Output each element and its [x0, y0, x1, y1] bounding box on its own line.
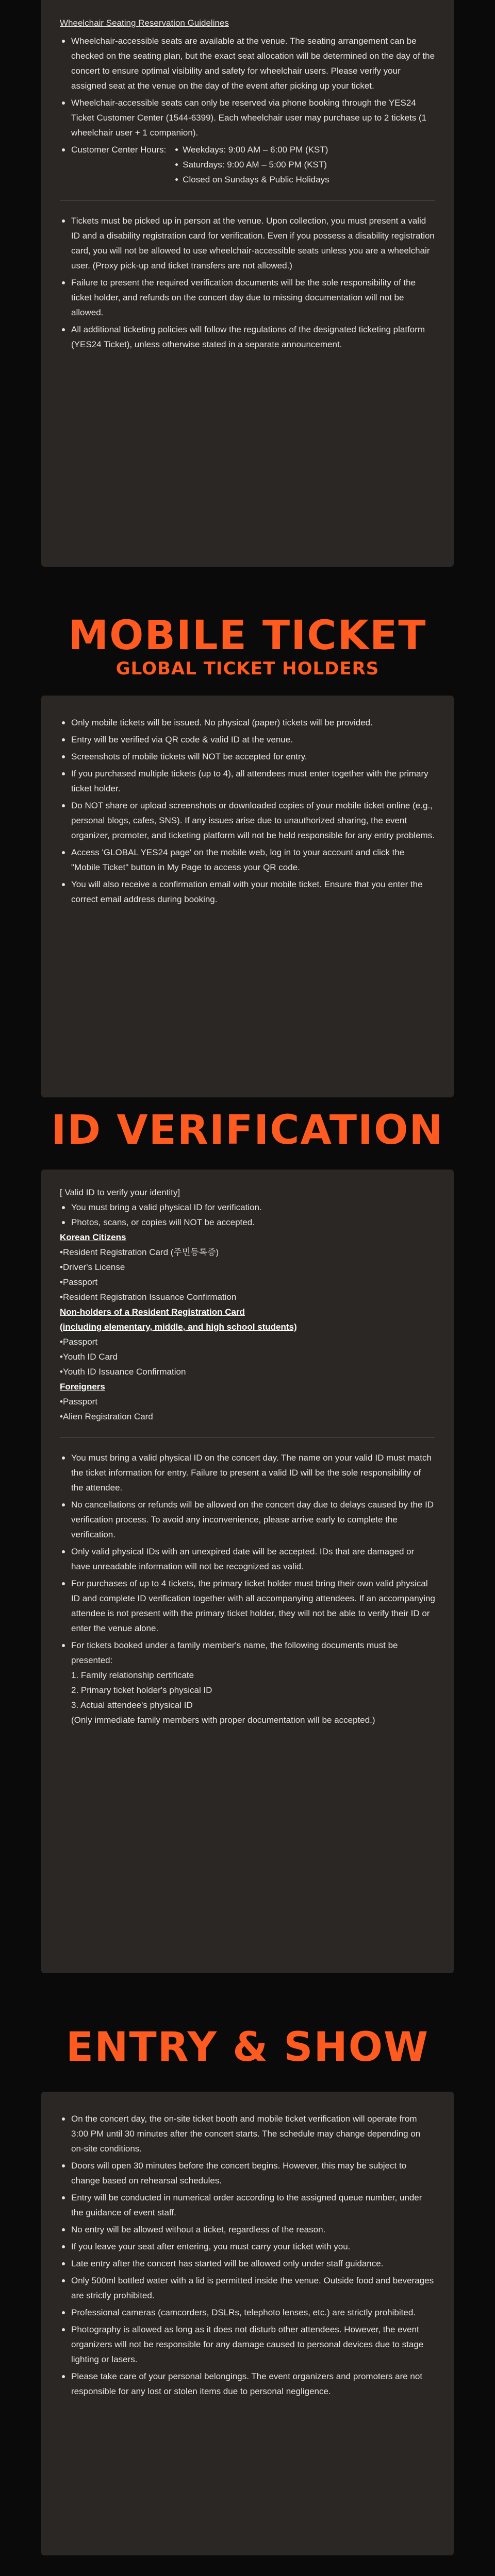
entry-item: If you leave your seat after entering, you must carry your ticket with you. [60, 2239, 435, 2254]
nonholder-id: •Youth ID Issuance Confirmation [60, 1367, 186, 1377]
entry-item: Photography is allowed as long as it does not disturb other attendees. However, the event organizers will not be responsible for any damage caused to personal devices due to stage lighting or lasers. [60, 2322, 435, 2367]
id-verification-title: ID VERIFICATION [51, 1107, 444, 1154]
wheelchair-heading: Wheelchair Seating Reservation Guidelines [60, 18, 229, 28]
entry-item: No entry will be allowed without a ticket, regardless of the reason. [60, 2222, 435, 2237]
mobile-item: If you purchased multiple tickets (up to 4), all attendees must enter together with the primary ticket holder. [60, 766, 435, 796]
entry-show-list [60, 2111, 435, 2399]
wheelchair-item: Wheelchair-accessible seats can only be reserved via phone booking through the YES24 Ticket Customer Center (1544-6399). Each wheelchair user may purchase up to 2 tickets (1 wheelchair user + 1 companion). [60, 95, 435, 140]
family-doc: 1. Family relationship certificate [71, 1670, 194, 1680]
entry-item: Entry will be conducted in numerical order according to the assigned queue number, under the guidance of event staff. [60, 2190, 435, 2220]
wheelchair-item: Tickets must be picked up in person at the venue. Upon collection, you must present a valid ID and a disability registration card for verification. Even if you possess a disability registration card, you will not be allowed to use wheelchair-accessible seats unless you are a wheelchair user. (Proxy pick-up and ticket transfers are not allowed.) [60, 213, 435, 273]
korean-id: •Resident Registration Card (주민등록증) [60, 1247, 219, 1257]
hours-closed: Closed on Sundays & Public Holidays [174, 172, 329, 187]
mobile-ticket-title-block [41, 613, 454, 679]
id-rule: No cancellations or refunds will be allowed on the concert day due to delays caused by the ID verification process. To avoid any inconvenience, please arrive early to complete the verification. [60, 1497, 435, 1542]
mobile-item: You will also receive a confirmation email with your mobile ticket. Ensure that you enter the correct email address during booking. [60, 877, 435, 907]
entry-show-panel [41, 2092, 454, 2555]
nonholder-heading: Non-holders of a Resident Registration Card [60, 1307, 245, 1317]
wheelchair-item: Wheelchair-accessible seats are available at the venue. The seating arrangement can be checked on the seating plan, but the exact seat allocation will be determined on the day of the concert to ensure optimal visibility and safety for wheelchair users. Please verify your assigned seat at the venue on the day of the event after picking up your ticket. [60, 33, 435, 93]
family-booking-rule [60, 1638, 435, 1727]
foreigner-id: •Passport [60, 1397, 98, 1406]
mobile-ticket-panel [41, 696, 454, 1097]
wheelchair-item: Failure to present the required verification documents will be the sole responsibility of the ticket holder, and refunds on the concert day due to missing documentation will not be allowed. [60, 275, 435, 320]
id-intro: [ Valid ID to verify your identity] [60, 1188, 180, 1197]
id-rule: For purchases of up to 4 tickets, the primary ticket holder must bring their own valid physical ID and complete ID verification together with all accompanying attendees. If an accompanying attendee is not present with the primary ticket holder, they will not be able to verify their ID or enter the venue alone. [60, 1576, 435, 1636]
foreigners-heading: Foreigners [60, 1382, 105, 1392]
foreigner-id: •Alien Registration Card [60, 1412, 153, 1421]
mobile-ticket-subtitle: GLOBAL TICKET HOLDERS [116, 658, 380, 679]
wheelchair-item: All additional ticketing policies will follow the regulations of the designated ticketing platform (YES24 Ticket), unless otherwise stated in a separate announcement. [60, 322, 435, 352]
nonholder-id: •Passport [60, 1337, 98, 1347]
korean-id: •Driver's License [60, 1262, 125, 1272]
id-verification-panel [41, 1170, 454, 1973]
mobile-item: Screenshots of mobile tickets will NOT be accepted for entry. [60, 749, 435, 764]
mobile-ticket-title: MOBILE TICKET [68, 613, 427, 659]
customer-center-hours [60, 142, 435, 187]
id-verification-title-block [41, 1108, 454, 1153]
korean-citizens-heading: Korean Citizens [60, 1232, 126, 1242]
nonholder-id: •Youth ID Card [60, 1352, 118, 1362]
mobile-ticket-list [60, 715, 435, 907]
korean-id: •Resident Registration Issuance Confirmation [60, 1292, 237, 1302]
entry-item: Doors will open 30 minutes before the concert begins. However, this may be subject to change based on rehearsal schedules. [60, 2158, 435, 2188]
family-doc: 2. Primary ticket holder's physical ID [71, 1685, 212, 1695]
entry-item: Professional cameras (camcorders, DSLRs, telephoto lenses, etc.) are strictly prohibited. [60, 2305, 435, 2320]
mobile-item: Only mobile tickets will be issued. No physical (paper) tickets will be provided. [60, 715, 435, 730]
family-doc: 3. Actual attendee's physical ID [71, 1700, 193, 1710]
id-rules-list [60, 1450, 435, 1727]
entry-show-title: ENTRY & SHOW [65, 2024, 430, 2071]
mobile-item: Do NOT share or upload screenshots or downloaded copies of your mobile ticket online (e.g., personal blogs, cafes, SNS). If any issues arise due to unauthorized sharing, the event organizer, promoter, and ticketing platform will not be held responsible for any entry problems. [60, 798, 435, 843]
mobile-item: Access 'GLOBAL YES24 page' on the mobile web, log in to your account and click the "Mobile Ticket" button in My Page to access your QR code. [60, 845, 435, 875]
entry-item: On the concert day, the on-site ticket booth and mobile ticket verification will operate from 3:00 PM until 30 minutes after the concert starts. The schedule may change depending on on-site conditions. [60, 2111, 435, 2156]
family-intro: For tickets booked under a family member's name, the following documents must be presented: [71, 1640, 398, 1665]
entry-item: Only 500ml bottled water with a lid is permitted inside the venue. Outside food and beverages are strictly prohibited. [60, 2273, 435, 2303]
hours-saturdays: Saturdays: 9:00 AM – 5:00 PM (KST) [174, 157, 329, 172]
id-rule: Only valid physical IDs with an unexpired date will be accepted. IDs that are damaged or have unreadable information will not be recognized as valid. [60, 1544, 435, 1574]
nonholder-heading-sub: (including elementary, middle, and high school students) [60, 1322, 297, 1332]
korean-id: •Passport [60, 1277, 98, 1287]
wheelchair-list-2 [60, 213, 435, 352]
id-note: You must bring a valid physical ID for verification. [60, 1200, 435, 1215]
entry-show-title-block [41, 2025, 454, 2070]
hours-weekdays: Weekdays: 9:00 AM – 6:00 PM (KST) [174, 142, 329, 157]
wheelchair-list [60, 33, 435, 187]
id-rule: You must bring a valid physical ID on the concert day. The name on your valid ID must match the ticket information for entry. Failure to present a valid ID will be the sole responsibility of the attendee. [60, 1450, 435, 1495]
family-doc-note: (Only immediate family members with proper documentation will be accepted.) [71, 1715, 375, 1725]
entry-item: Late entry after the concert has started will be allowed only under staff guidance. [60, 2256, 435, 2271]
divider [60, 200, 435, 201]
mobile-item: Entry will be verified via QR code & valid ID at the venue. [60, 732, 435, 747]
hours-label: Customer Center Hours: [71, 145, 167, 155]
id-note: Photos, scans, or copies will NOT be accepted. [60, 1215, 435, 1230]
divider [60, 1437, 435, 1438]
entry-item: Please take care of your personal belongings. The event organizers and promoters are not responsible for any lost or stolen items due to personal negligence. [60, 2369, 435, 2399]
wheelchair-panel [41, 0, 454, 567]
